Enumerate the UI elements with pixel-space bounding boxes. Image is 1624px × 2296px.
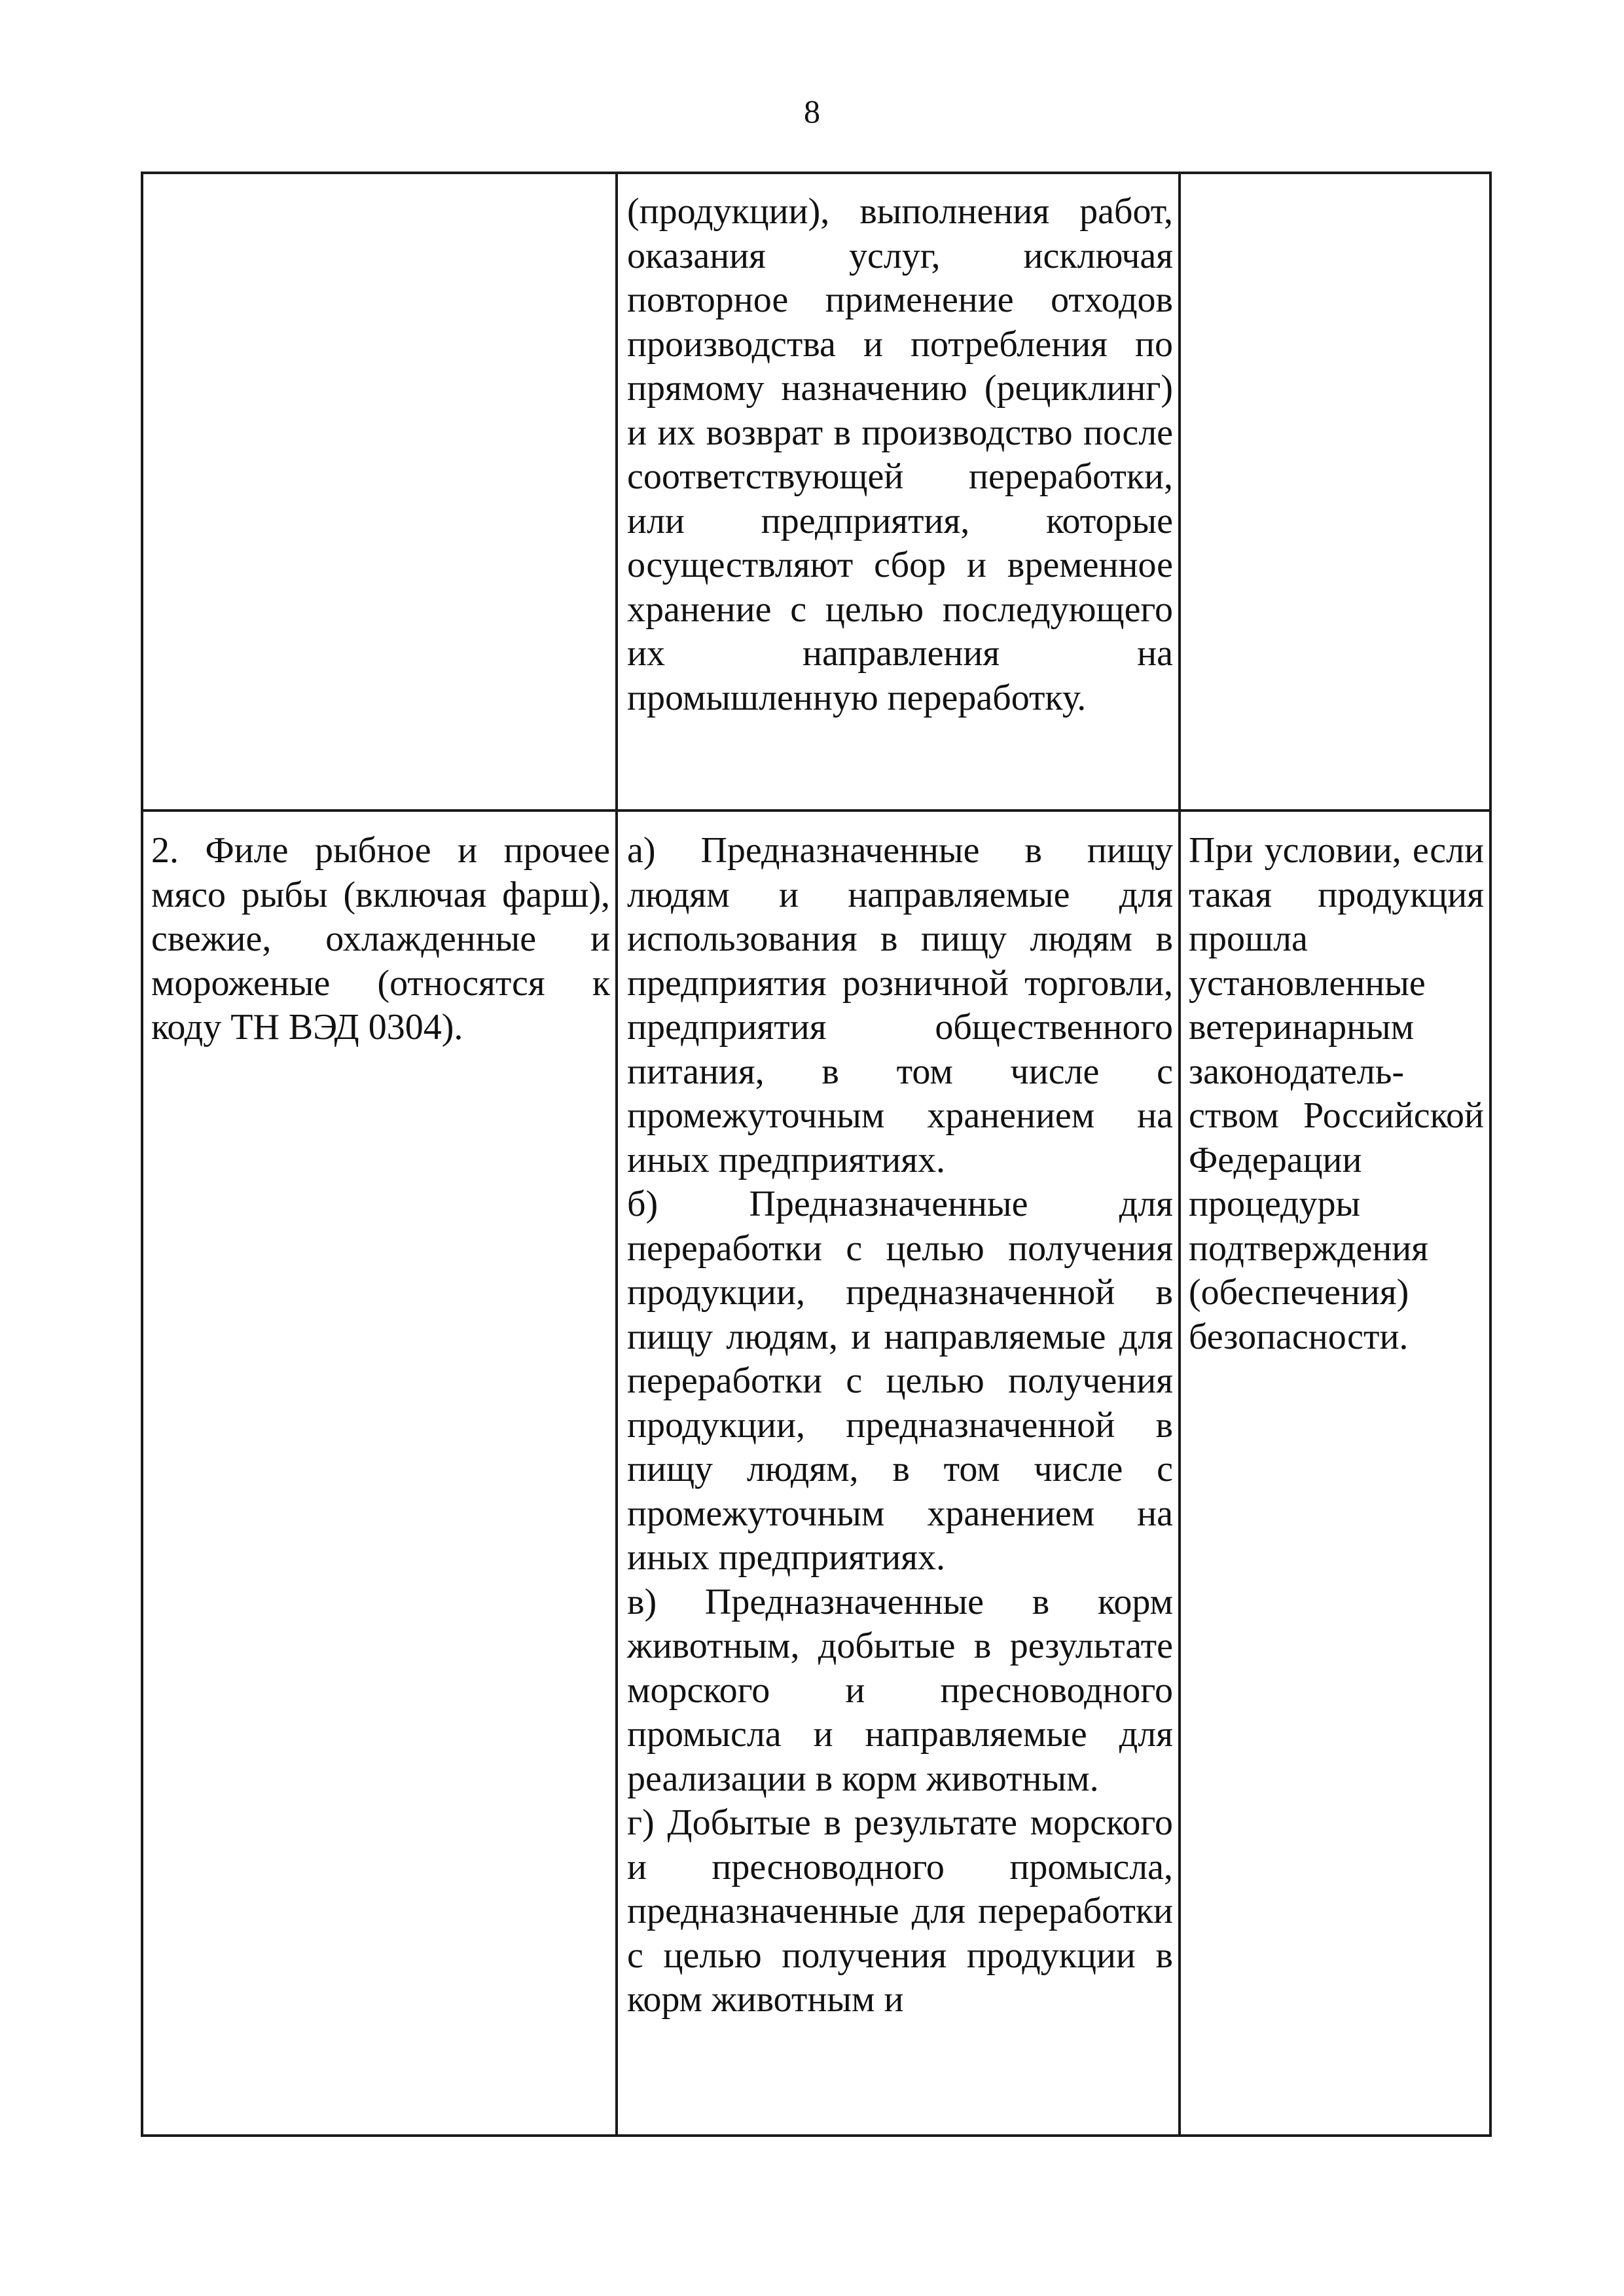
table-cell-product: [142, 173, 617, 811]
purpose-item-a: а) Предназначенные в пищу людям и направляемые для использования в пищу людям в предприятия розничной торговли, предприятия общественного питания, в том числе с промежуточным хранением на иных предприятиях.: [627, 830, 1173, 1180]
purpose-text: (продукции), выполнения работ, оказания услуг, исключая повторное применение отходов производства и потребления по прямому назначению (рециклинг) и их возврат в производство после соответствующей переработки, или предприятия, которые осуществляют сбор и временное хранение с целью последующего их направления на промышленную переработку.: [627, 191, 1173, 718]
condition-text: При условии, если такая продукция прошла установленные ветеринарным законодатель-ством Российской Федерации процедуры подтверждения (обеспечения) безопасности.: [1189, 830, 1484, 1357]
purpose-item-v: в) Предназначенные в корм животным, добытые в результате морского и пресноводного промысла и направляемые для реализации в корм животным.: [627, 1581, 1173, 1799]
table-cell-product: [142, 811, 617, 2136]
table-row: [142, 173, 1490, 811]
table-cell-purpose: [617, 811, 1180, 2136]
table-row: [142, 811, 1490, 2136]
product-text: 2. Филе рыбное и прочее мясо рыбы (включая фарш), свежие, охлажденные и мороженые (относятся к коду ТН ВЭД 0304).: [151, 830, 610, 1048]
purpose-item-g: г) Добытые в результате морского и пресноводного промысла, предназначенные для переработки с целью получения продукции в корм животным и: [627, 1802, 1173, 2020]
table-cell-condition: [1180, 173, 1490, 811]
table-cell-purpose: [617, 173, 1180, 811]
page-number: 8: [804, 93, 820, 130]
table-cell-condition: [1180, 811, 1490, 2136]
classification-table: [141, 172, 1492, 2137]
purpose-item-b: б) Предназначенные для переработки с целью получения продукции, предназначенной в пищу людям, и направляемые для переработки с целью получения продукции, предназначенной в пищу людям, в том числе с промежуточным хранением на иных предприятиях.: [627, 1184, 1173, 1578]
